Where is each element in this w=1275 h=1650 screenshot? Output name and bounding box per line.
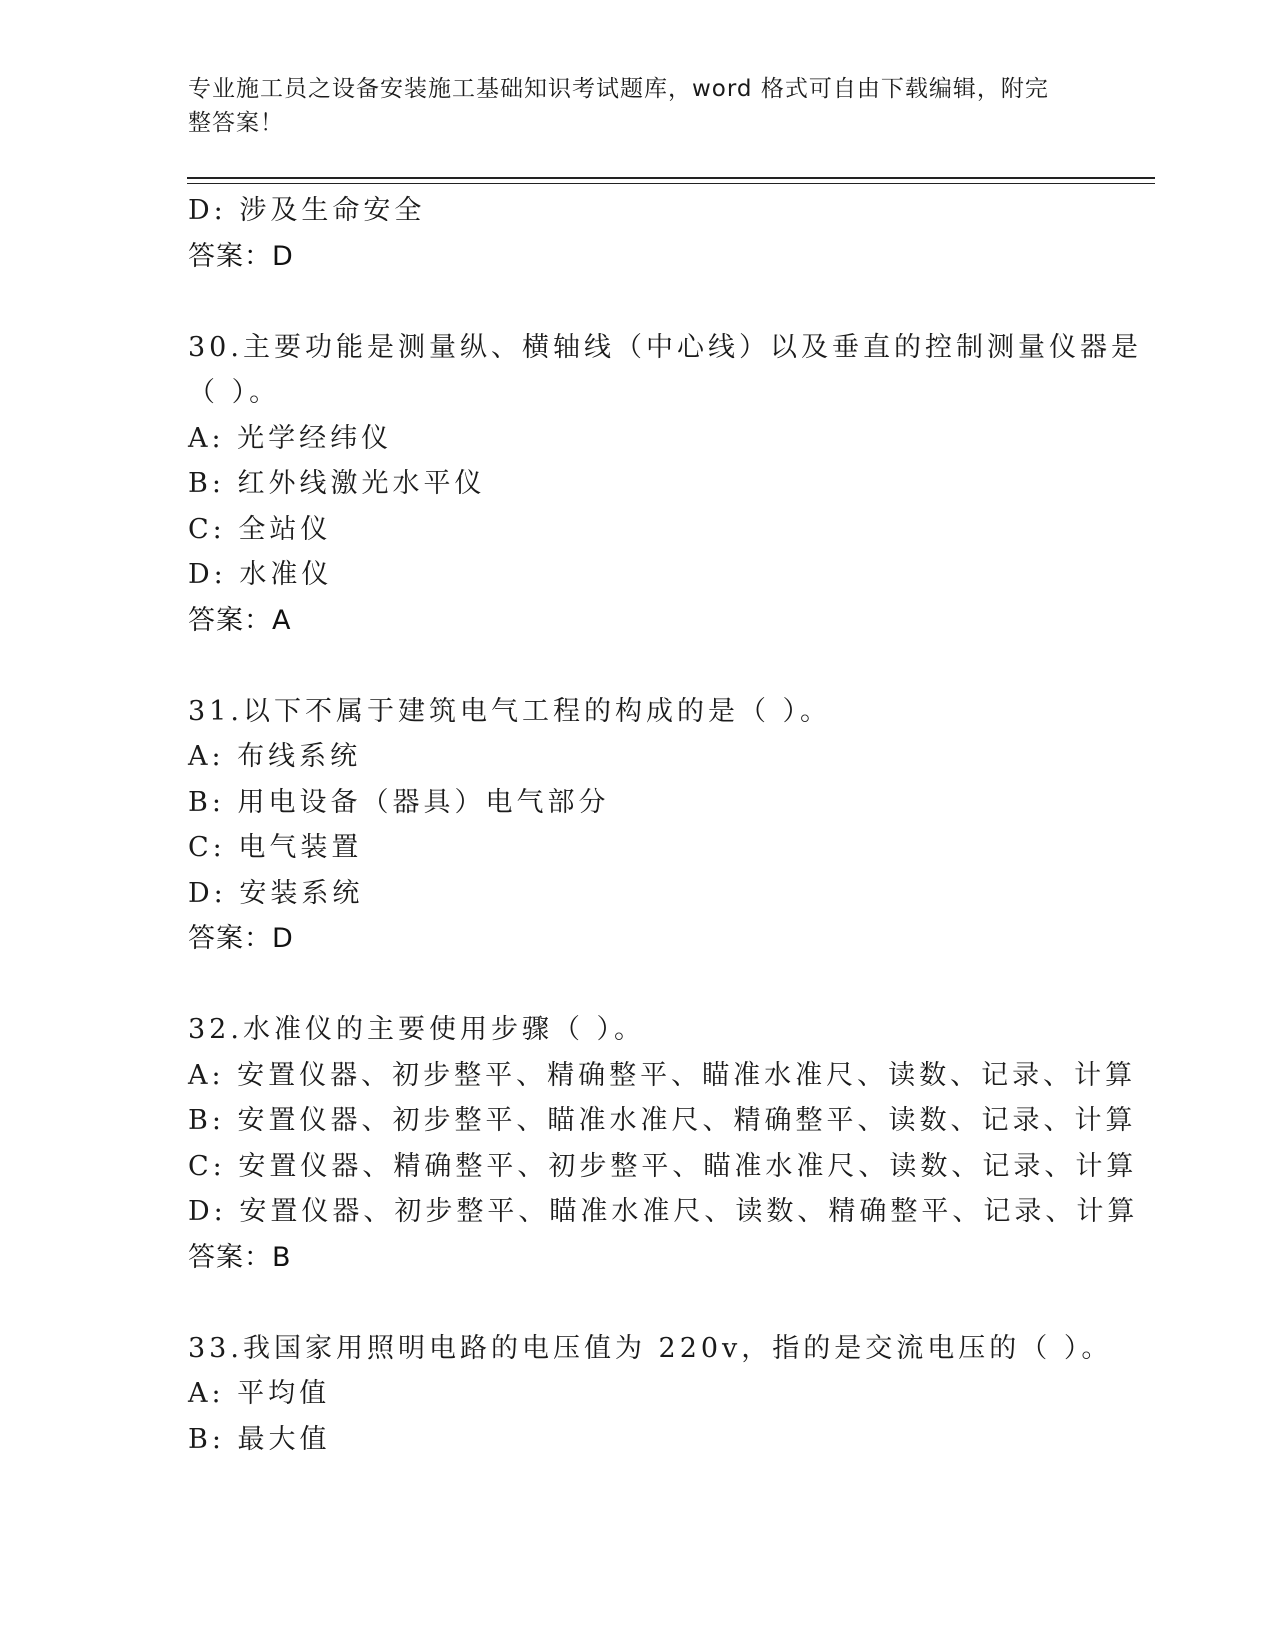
spacer [188,1280,1148,1326]
option-d: D: 安置仪器、初步整平、瞄准水准尺、读数、精确整平、记录、计算 [188,1196,1139,1227]
question-stem: 31.以下不属于建筑电气工程的构成的是（ ）。 [188,695,832,727]
option-d: D: 安装系统 [188,877,364,909]
document-header [188,72,1068,140]
question-32 [188,1007,1148,1280]
option-b: B: 用电设备（器具）电气部分 [188,786,610,818]
question-list [188,188,1148,1462]
question-stem: 32.水准仪的主要使用步骤（ ）。 [188,1014,646,1045]
option-b: B: 最大值 [188,1423,331,1455]
option-c: C: 电气装置 [188,832,363,863]
option-a: A: 布线系统 [188,741,362,772]
question-stem: 33.我国家用照明电路的电压值为 220v，指的是交流电压的（ ）。 [188,1332,1113,1364]
option-a: A: 平均值 [188,1378,331,1409]
question-33 [188,1326,1148,1463]
question-stem: 30.主要功能是测量纵、横轴线（中心线）以及垂直的控制测量仪器是 [188,331,1142,363]
header-line-2: 整答案！ [188,110,284,136]
option-d: D: 水准仪 [188,559,333,590]
question-stem-continued: （ ）。 [188,377,281,408]
answer-line: 答案：B [188,1241,292,1273]
answer-line: 答案：A [188,604,292,636]
option-c: C: 安置仪器、精确整平、初步整平、瞄准水准尺、读数、记录、计算 [188,1150,1138,1182]
header-divider-thick [187,177,1155,179]
option-b: B: 红外线激光水平仪 [188,468,486,499]
option-b: B: 安置仪器、初步整平、瞄准水准尺、精确整平、读数、记录、计算 [188,1105,1137,1136]
answer-line: 答案：D [188,240,294,272]
header-line-1: 专业施工员之设备安装施工基础知识考试题库，word 格式可自由下载编辑，附完 [188,76,1049,102]
question-29-tail [188,188,1148,279]
option-a: A: 安置仪器、初步整平、精确整平、瞄准水准尺、读数、记录、计算 [188,1059,1137,1091]
question-30 [188,325,1148,644]
option-a: A: 光学经纬仪 [188,422,393,454]
question-31 [188,689,1148,962]
option-c: C: 全站仪 [188,513,332,545]
option-d: D: 涉及生命安全 [188,195,426,226]
answer-line: 答案：D [188,923,294,954]
spacer [188,962,1148,1008]
header-divider-thin [187,183,1155,184]
spacer [188,279,1148,325]
spacer [188,643,1148,689]
